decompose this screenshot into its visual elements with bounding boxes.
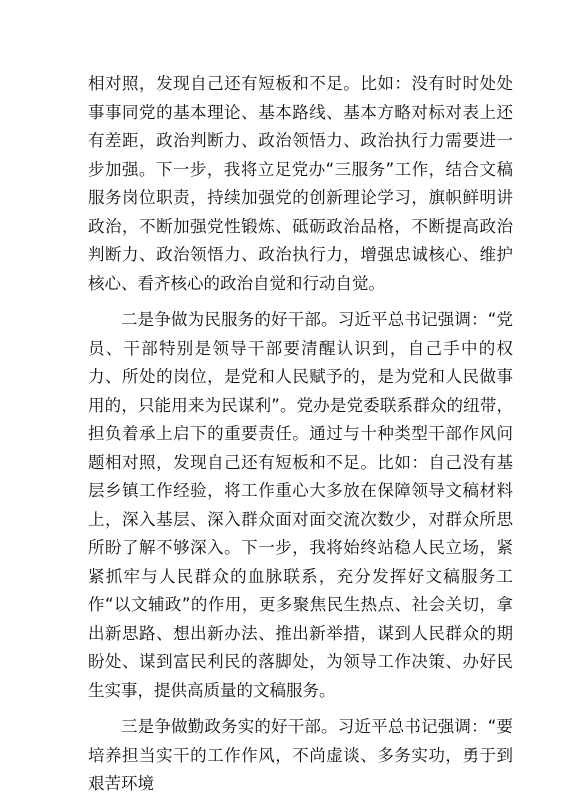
paragraph-2: 二是争做为民服务的好干部。习近平总书记强调：“党员、干部特别是领导干部要清醒认识到，自己手中的权力、所处的岗位，是党和人民赋予的，是为党和人民做事用的，只能用来为民谋利”。党办是党委联系群众的纽带，担负着承上启下的重要责任。通过与十种类型干部作风问题相对照，发现自己还有短板和不足。比如：自己没有基层乡镇工作经验，将工作重心大多放在保障领导文稿材料上，深入基层、深入群众面对面交流次数少，对群众所思所盼了解不够深入。下一步，我将始终站稳人民立场，紧紧抓牢与人民群众的血脉联系，充分发挥好文稿服务工作“以文辅政”的作用，更多聚焦民生热点、社会关切，拿出新思路、想出新办法、推出新举措，谋到人民群众的期盼处、谋到富民利民的落脚处，为领导工作决策、办好民生实事，提供高质量的文稿服务。 <box>88 310 513 700</box>
paragraph-3: 三是争做勤政务实的好干部。习近平总书记强调：“要培养担当实干的工作作风，不尚虚谈、多务实功，勇于到艰苦环境 <box>88 717 513 793</box>
document-body <box>88 70 513 799</box>
paragraph-1: 相对照，发现自己还有短板和不足。比如：没有时时处处事事同党的基本理论、基本路线、基本方略对标对表上还有差距，政治判断力、政治领悟力、政治执行力需要进一步加强。下一步，我将立足党办“三服务”工作，结合文稿服务岗位职责，持续加强党的创新理论学习，旗帜鲜明讲政治，不断加强党性锻炼、砥砺政治品格，不断提高政治判断力、政治领悟力、政治执行力，增强忠诚核心、维护核心、看齐核心的政治自觉和行动自觉。 <box>88 74 513 293</box>
